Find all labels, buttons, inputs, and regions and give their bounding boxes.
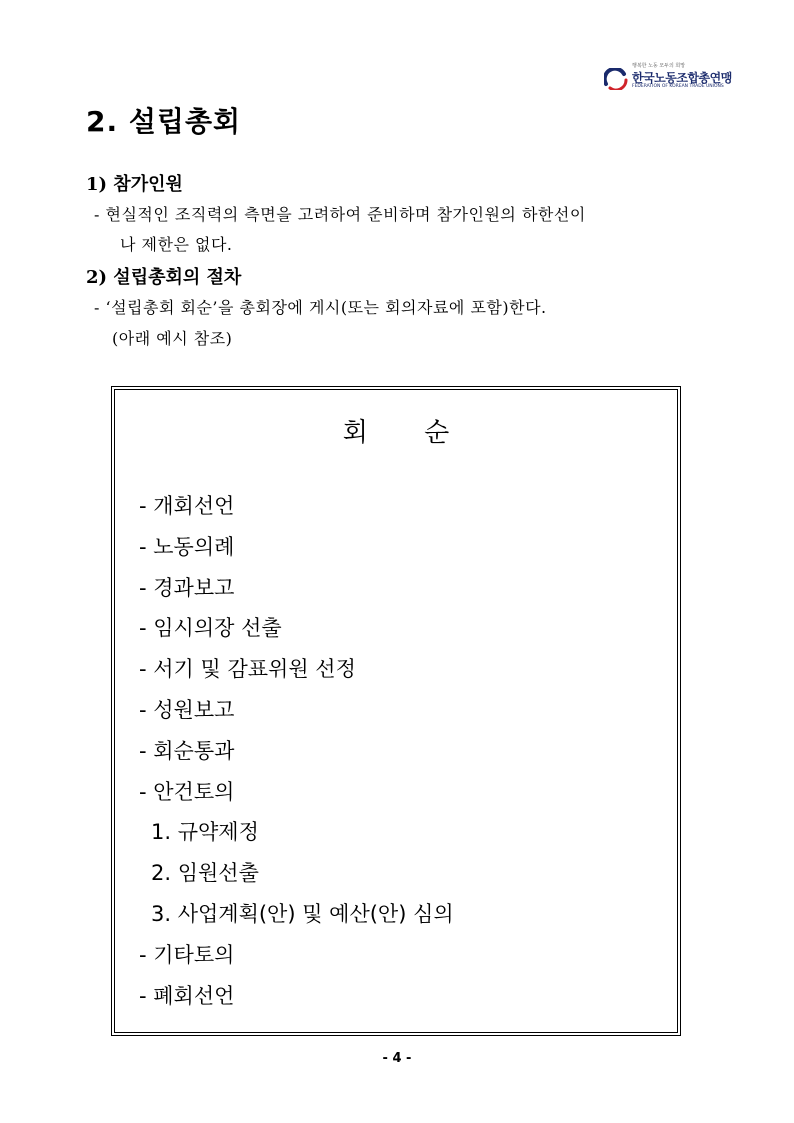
subsection-heading-participants: 1) 참가인원: [86, 174, 183, 195]
logo-tagline: 행복한 노동 모두의 희망: [632, 63, 686, 69]
agenda-item: - 기타토의: [139, 942, 235, 967]
agenda-item: - 폐회선언: [139, 983, 235, 1008]
section-title: 2. 설립총회: [86, 105, 242, 138]
participants-bullet-line1: - 현실적인 조직력의 측면을 고려하여 준비하며 참가인원의 하한선이: [94, 205, 586, 224]
agenda-subitem: 1. 규약제정: [151, 820, 259, 845]
agenda-box: [114, 389, 678, 1033]
kftu-logo: [604, 63, 732, 92]
agenda-item: - 서기 및 감표위원 선정: [139, 657, 356, 682]
agenda-item: - 안건토의: [139, 779, 235, 804]
agenda-item: - 개회선언: [139, 494, 235, 518]
agenda-title: 회 순: [342, 418, 450, 448]
agenda-item: - 경과보고: [139, 575, 235, 600]
page-number: - 4 -: [382, 1051, 412, 1066]
agenda-subitem: 3. 사업계획(안) 및 예산(안) 심의: [151, 901, 454, 926]
participants-bullet-line2: 나 제한은 없다.: [120, 235, 233, 254]
agenda-subitem: 2. 임원선출: [151, 861, 259, 886]
logo-name: 한국노동조합총연맹: [632, 71, 732, 85]
agenda-item: - 성원보고: [139, 697, 235, 722]
agenda-list: [139, 490, 454, 1020]
logo-english-name: FEDERATION OF KOREAN TRADE UNIONS: [632, 84, 724, 89]
agenda-item: - 임시의장 선출: [139, 616, 282, 641]
procedure-bullet-line1: - ‘설립총회 회순’을 총회장에 게시(또는 회의자료에 포함)한다.: [94, 298, 547, 317]
procedure-bullet-line2: (아래 예시 참조): [112, 329, 233, 348]
subsection-heading-procedure: 2) 설립총회의 절차: [86, 267, 242, 288]
agenda-item: - 노동의례: [139, 534, 235, 559]
kftu-emblem-icon: [604, 68, 628, 90]
agenda-item: - 회순통과: [139, 738, 235, 763]
